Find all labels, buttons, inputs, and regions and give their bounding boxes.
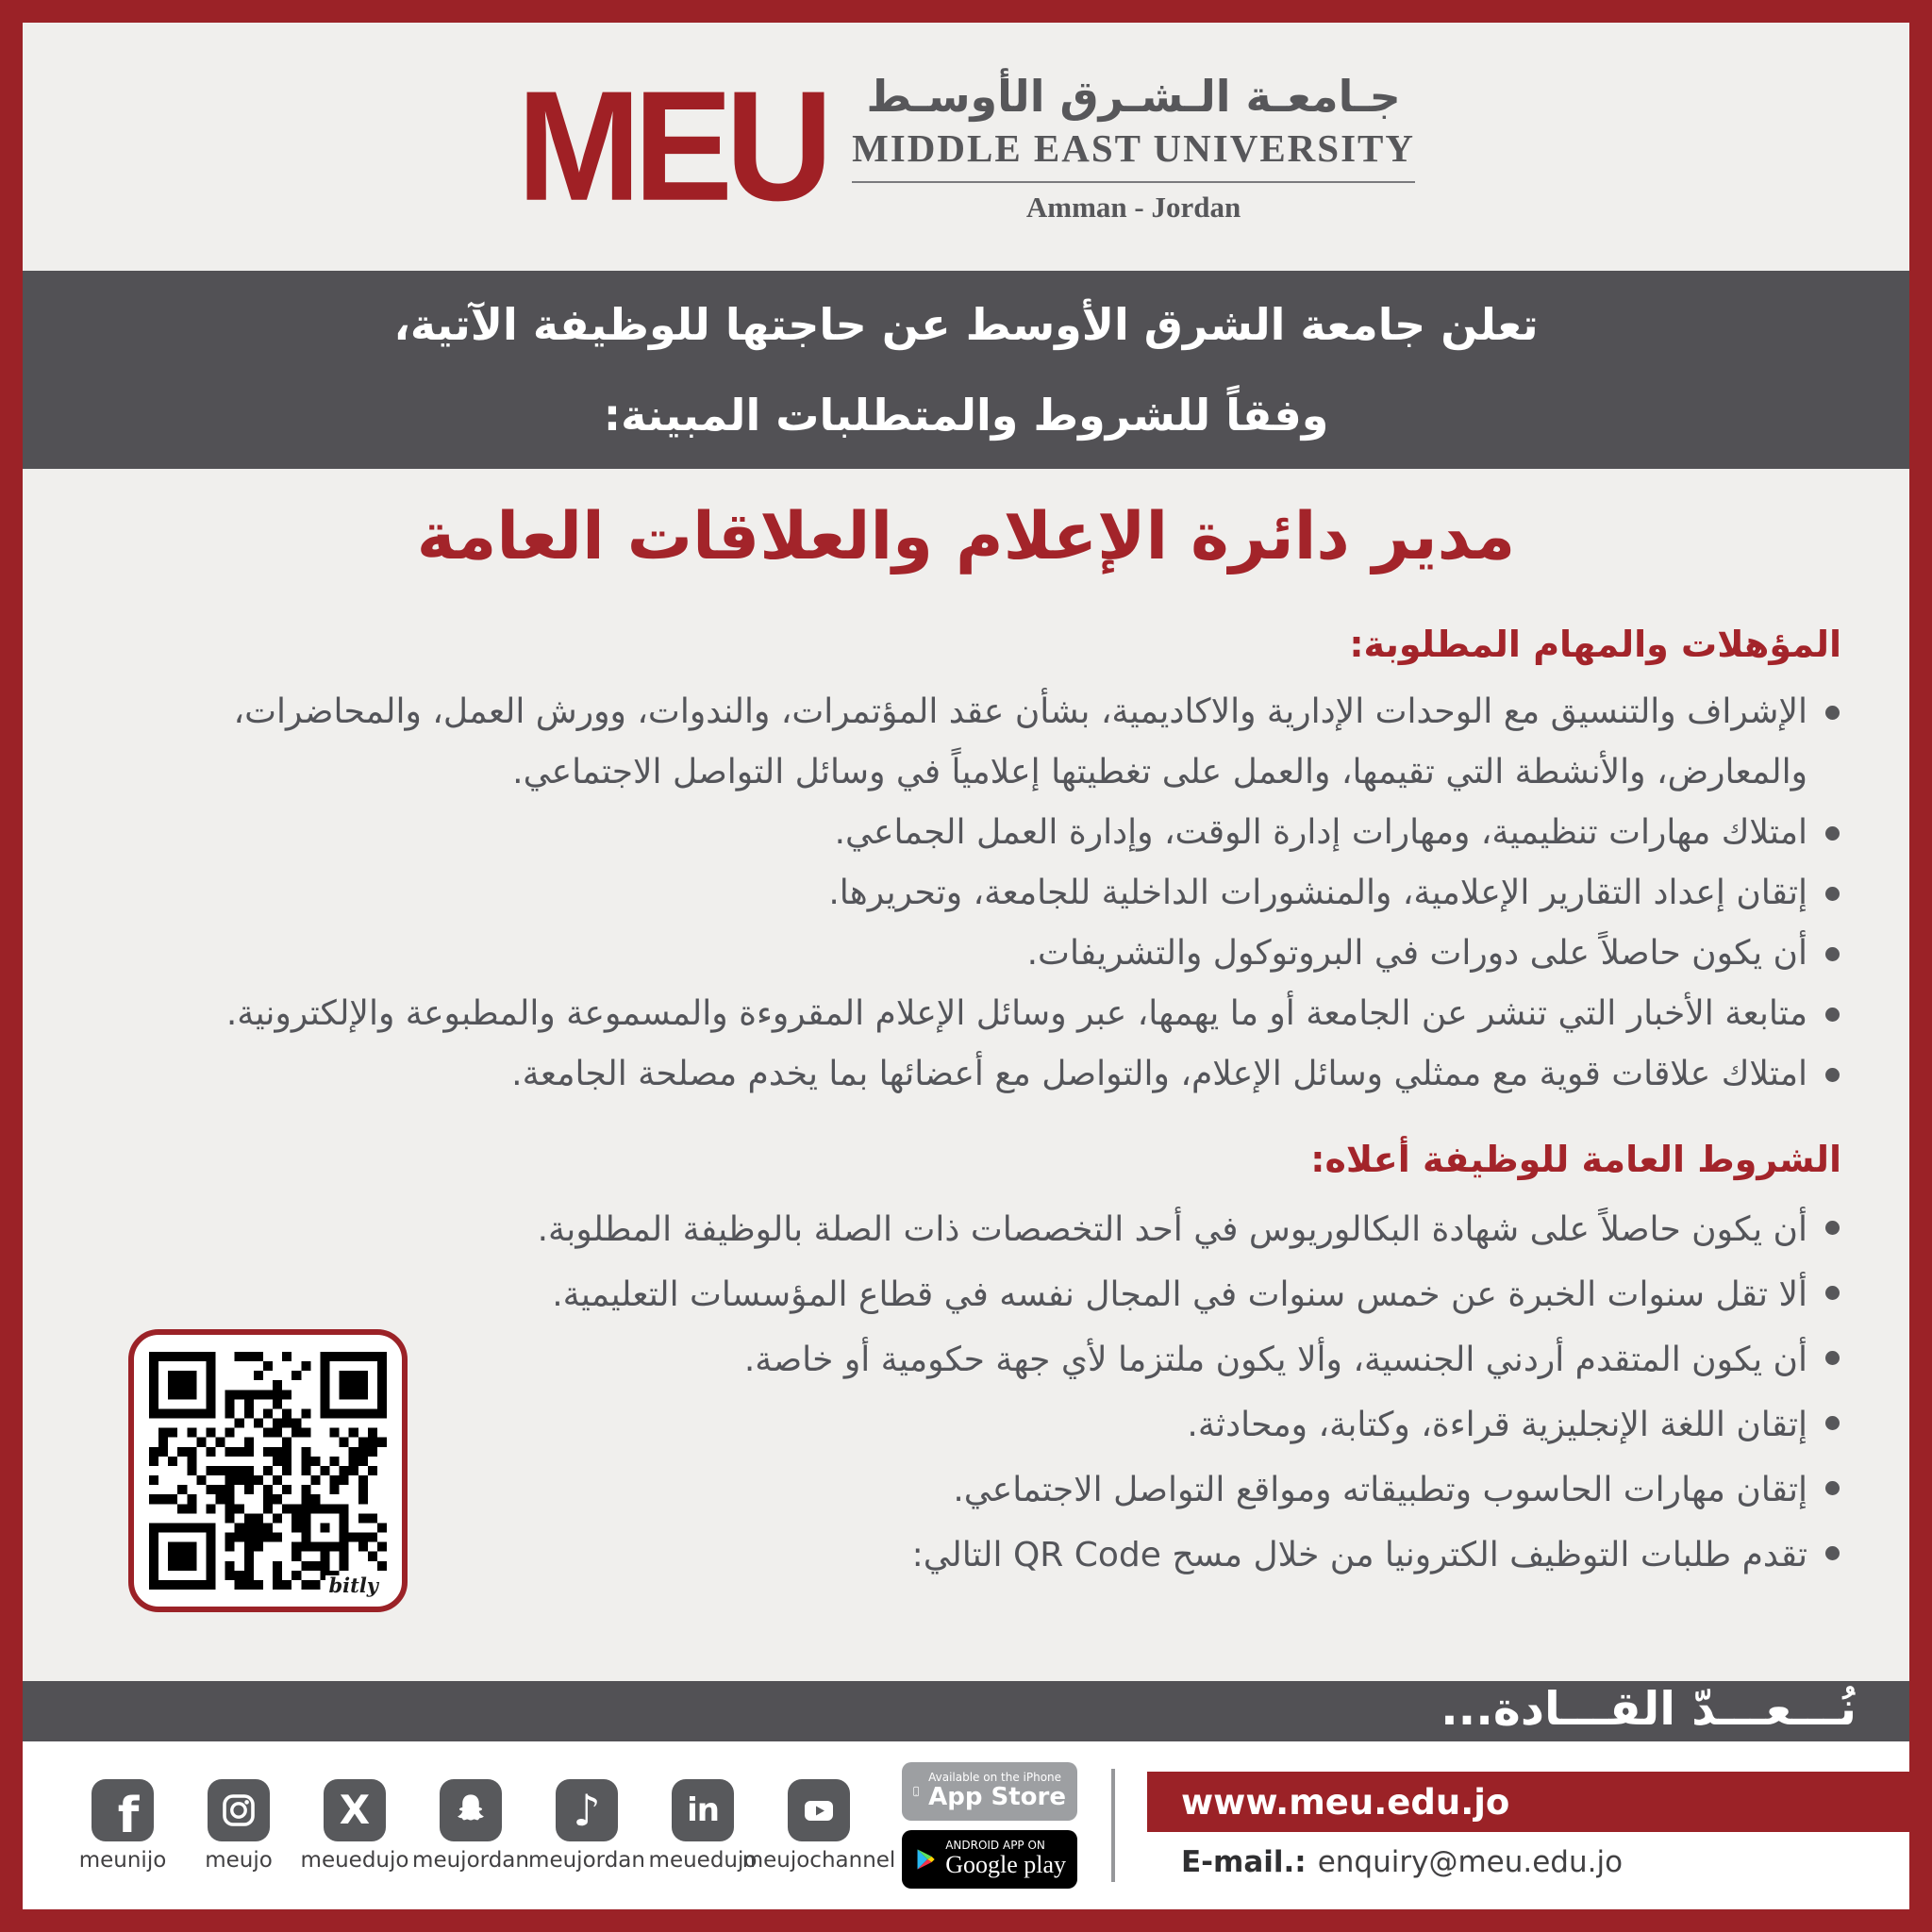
iphone-icon xyxy=(913,1774,919,1809)
university-name-arabic: جـامعـة الـشـرق الأوسـط xyxy=(866,71,1401,122)
email-label: E-mail.: xyxy=(1181,1845,1307,1879)
google-play-label: Google play xyxy=(945,1851,1066,1879)
list-item: ألا تقل سنوات الخبرة عن خمس سنوات في المجال نفسه في قطاع المؤسسات التعليمية. xyxy=(91,1262,1841,1327)
social-handle: meuedujo xyxy=(300,1847,409,1873)
x-icon: X xyxy=(324,1779,386,1841)
announcement-line-1: تعلن جامعة الشرق الأوسط عن حاجتها للوظيفة الآتية، xyxy=(393,299,1539,350)
list-item: تقدم طلبات التوظيف الكترونيا من خلال مسح QR Code التالي: xyxy=(91,1523,1841,1588)
social-facebook[interactable] xyxy=(77,1779,168,1873)
list-item: الإشراف والتنسيق مع الوحدات الإدارية والاكاديمية، بشأن عقد المؤتمرات، والندوات، وورش العمل، والمحاضرات، والمعارض، والأنشطة التي تقيمها، والعمل على تغطيتها إعلامياً في وسائل التواصل الاجتماعي. xyxy=(91,682,1841,803)
qr-code[interactable] xyxy=(128,1329,408,1612)
website-url: www.meu.edu.jo xyxy=(1181,1781,1510,1823)
contact-block xyxy=(1147,1772,1909,1879)
footer xyxy=(23,1741,1909,1909)
facebook-icon: f xyxy=(92,1779,154,1841)
social-handle: meuedujo xyxy=(648,1847,758,1873)
social-x[interactable] xyxy=(300,1779,409,1873)
google-play-icon xyxy=(913,1843,936,1875)
website-banner[interactable] xyxy=(1147,1772,1909,1832)
social-handle: meujochannel xyxy=(741,1847,896,1873)
header xyxy=(23,23,1909,271)
instagram-icon xyxy=(208,1779,270,1841)
list-item: امتلاك علاقات قوية مع ممثلي وسائل الإعلام، والتواصل مع أعضائها بما يخدم مصلحة الجامعة. xyxy=(91,1044,1841,1105)
meu-wordmark: MEU xyxy=(517,59,826,234)
tagline-bar xyxy=(23,1681,1909,1741)
university-location: Amman - Jordan xyxy=(1025,190,1241,224)
social-links xyxy=(77,1779,896,1873)
main-content xyxy=(23,469,1909,1681)
list-item: أن يكون المتقدم أردني الجنسية، وألا يكون ملتزما لأي جهة حكومية أو خاصة. xyxy=(91,1327,1841,1392)
list-item: أن يكون حاصلاً على شهادة البكالوريوس في أحد التخصصات ذات الصلة بالوظيفة المطلوبة. xyxy=(91,1197,1841,1262)
announcement-banner xyxy=(23,271,1909,469)
footer-divider xyxy=(1111,1769,1115,1882)
google-play-badge[interactable] xyxy=(902,1830,1077,1889)
list-item: متابعة الأخبار التي تنشر عن الجامعة أو ما يهمها، عبر وسائل الإعلام المقروءة والمسموعة والمطبوعة والإلكترونية. xyxy=(91,984,1841,1044)
social-snapchat[interactable] xyxy=(412,1779,529,1873)
list-item: إتقان اللغة الإنجليزية قراءة، وكتابة، ومحادثة. xyxy=(91,1392,1841,1457)
list-item: أن يكون حاصلاً على دورات في البروتوكول والتشريفات. xyxy=(91,924,1841,984)
university-name-english: MIDDLE EAST UNIVERSITY xyxy=(852,125,1415,170)
social-youtube[interactable] xyxy=(741,1779,896,1873)
social-handle: meunijo xyxy=(78,1847,167,1873)
social-handle: meujo xyxy=(205,1847,273,1873)
snapchat-icon xyxy=(440,1779,502,1841)
app-store-badge[interactable] xyxy=(902,1762,1077,1821)
email-row[interactable] xyxy=(1147,1845,1909,1879)
job-title: مدير دائرة الإعلام والعلاقات العامة xyxy=(416,499,1516,575)
google-play-tagline: ANDROID APP ON xyxy=(945,1839,1045,1853)
qr-pattern xyxy=(149,1350,387,1591)
section-heading-conditions: الشروط العامة للوظيفة أعلاه: xyxy=(1310,1139,1841,1180)
linkedin-icon: in xyxy=(672,1779,734,1841)
social-instagram[interactable] xyxy=(193,1779,284,1873)
social-handle: meujordan xyxy=(412,1847,529,1873)
social-linkedin[interactable] xyxy=(648,1779,758,1873)
tagline-text: نُـــعـــدّ القـــادة... xyxy=(1441,1681,1857,1736)
meu-logo xyxy=(517,59,1415,234)
app-store-label: App Store xyxy=(928,1783,1066,1812)
social-tiktok[interactable] xyxy=(528,1779,645,1873)
logo-text-block xyxy=(852,69,1415,225)
list-item: إتقان إعداد التقارير الإعلامية، والمنشورات الداخلية للجامعة، وتحريرها. xyxy=(91,863,1841,924)
app-badges xyxy=(902,1762,1077,1889)
app-store-tagline: Available on the iPhone xyxy=(928,1771,1062,1785)
tiktok-icon: ♪ xyxy=(556,1779,618,1841)
youtube-icon xyxy=(788,1779,850,1841)
email-address: enquiry@meu.edu.jo xyxy=(1317,1845,1624,1879)
list-item: امتلاك مهارات تنظيمية، ومهارات إدارة الوقت، وإدارة العمل الجماعي. xyxy=(91,803,1841,863)
social-handle: meujordan xyxy=(528,1847,645,1873)
qr-bitly-label: bitly xyxy=(325,1575,381,1595)
logo-divider xyxy=(852,181,1415,183)
section-heading-qualifications: المؤهلات والمهام المطلوبة: xyxy=(1349,624,1841,665)
announcement-line-2: وفقاً للشروط والمتطلبات المبينة: xyxy=(603,390,1329,441)
qualifications-list xyxy=(91,682,1841,1105)
list-item: إتقان مهارات الحاسوب وتطبيقاته ومواقع التواصل الاجتماعي. xyxy=(91,1457,1841,1523)
